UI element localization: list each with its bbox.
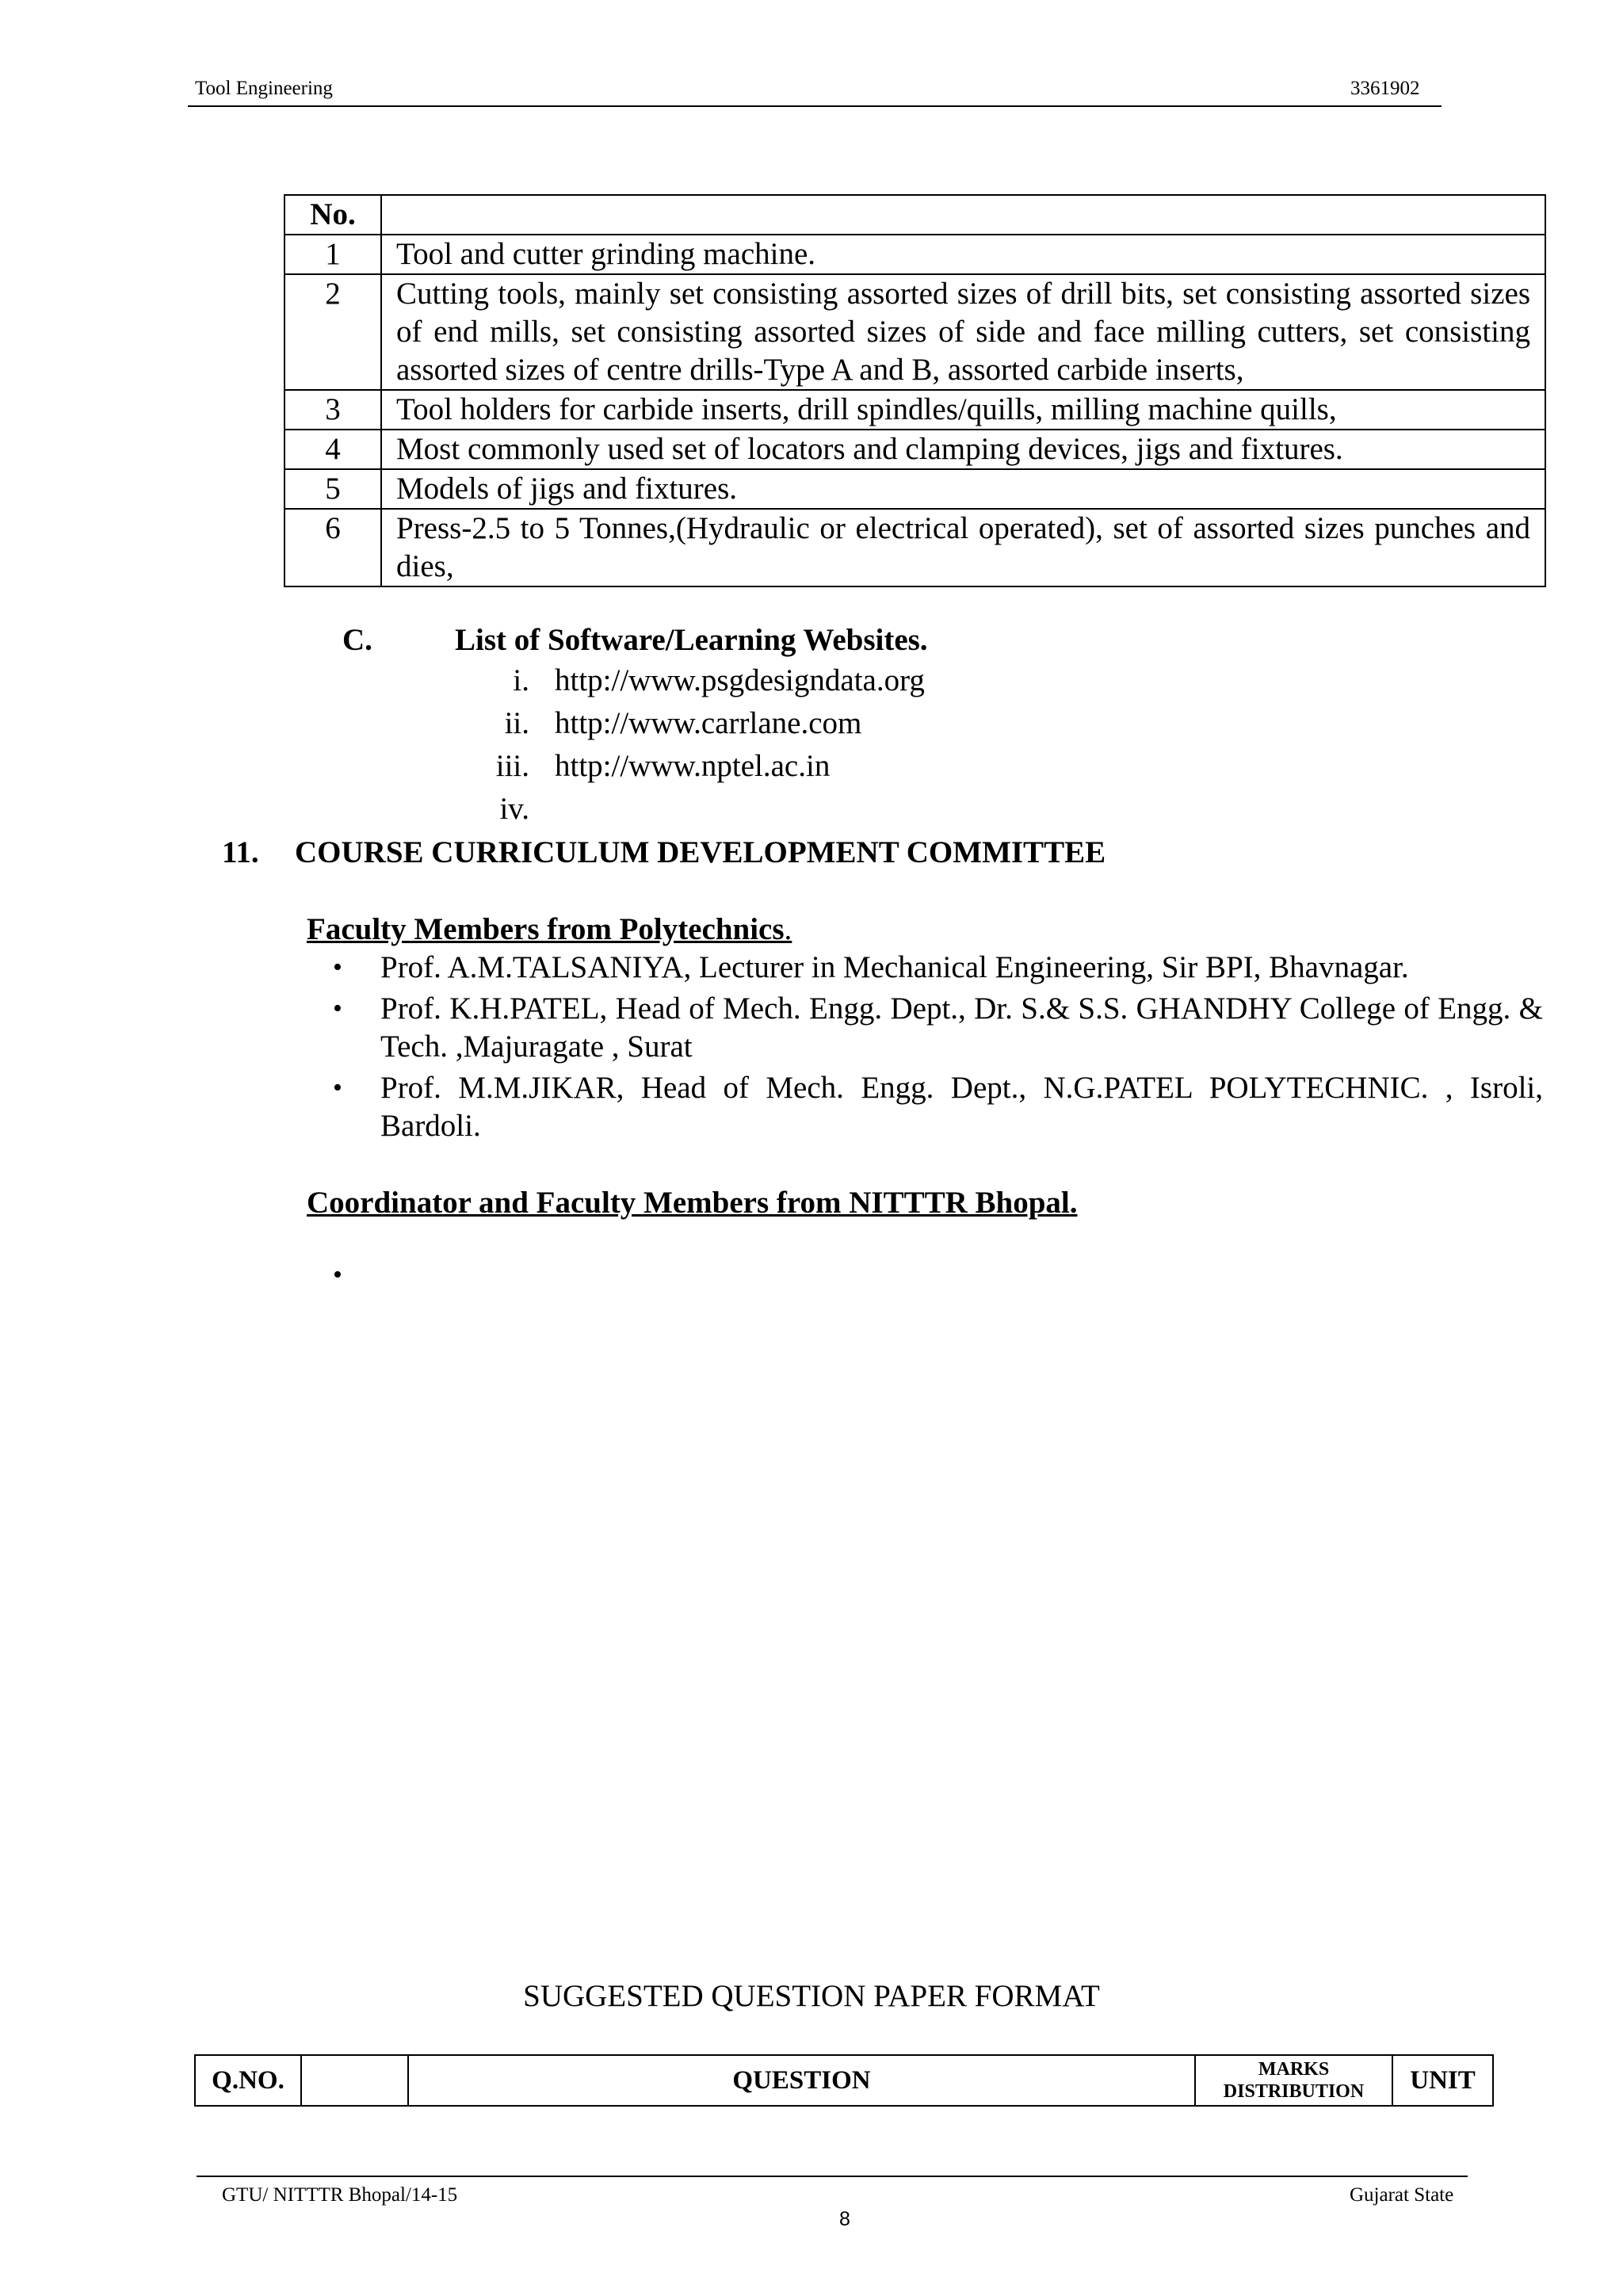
footer-left: GTU/ NITTTR Bhopal/14-15	[222, 2184, 458, 2206]
header-course-title: Tool Engineering	[195, 78, 333, 99]
question-paper-table	[194, 2054, 1494, 2107]
section-c-letter: C.	[342, 623, 372, 657]
website-url: http://www.nptel.ac.in	[555, 749, 831, 783]
row-description: Cutting tools, mainly set consisting assorted sizes of drill bits, set consisting assorted sizes of end mills, set consisting assorted sizes of side and face milling cutters, set consisting assorted sizes of centre drills-Type A and B, assorted carbide inserts,	[381, 274, 1545, 390]
faculty-member: Prof. A.M.TALSANIYA, Lecturer in Mechanical Engineering, Sir BPI, Bhavnagar.	[380, 950, 1409, 984]
list-item	[444, 702, 1157, 745]
list-item	[333, 990, 1543, 1066]
list-item	[444, 745, 1157, 788]
row-description: Tool holders for carbide inserts, drill spindles/quills, milling machine quills,	[381, 390, 1545, 430]
website-list	[444, 659, 1157, 831]
table-row	[285, 509, 1545, 586]
bullet-icon: •	[333, 953, 342, 982]
faculty-member-list	[333, 949, 1543, 1148]
unit-header: UNIT	[1392, 2055, 1493, 2106]
section-c-title: List of Software/Learning Websites.	[455, 623, 928, 657]
nitttr-heading: Coordinator and Faculty Members from NITTTR Bhopal.	[307, 1186, 1078, 1220]
table-header-row	[195, 2055, 1493, 2106]
website-url: http://www.carrlane.com	[555, 706, 862, 740]
section-11-number: 11.	[222, 835, 259, 869]
marks-header-line1: MARKS	[1258, 2059, 1330, 2080]
list-item-number: i.	[513, 663, 529, 697]
row-number: 4	[285, 430, 381, 469]
list-item	[444, 659, 1157, 702]
row-number: 3	[285, 390, 381, 430]
marks-header-line2: DISTRIBUTION	[1223, 2081, 1365, 2102]
list-item-number: ii.	[504, 706, 529, 740]
table-row	[285, 235, 1545, 274]
question-header: QUESTION	[408, 2055, 1195, 2106]
polytechnic-heading-suffix: .	[784, 912, 792, 946]
faculty-member: Prof. M.M.JIKAR, Head of Mech. Engg. Dept., N.G.PATEL POLYTECHNIC. , Isroli, Bardoli.	[380, 1071, 1543, 1143]
table-row	[285, 430, 1545, 469]
row-number: 6	[285, 509, 381, 586]
website-url: http://www.psgdesigndata.org	[555, 663, 925, 697]
row-number: 5	[285, 469, 381, 509]
polytechnic-heading-text: Faculty Members from Polytechnics	[307, 912, 785, 946]
equipment-table	[284, 194, 1546, 587]
table-header-description	[381, 195, 1545, 235]
list-item	[333, 949, 1543, 987]
bullet-icon: •	[333, 1073, 342, 1102]
question-paper-title: SUGGESTED QUESTION PAPER FORMAT	[523, 1979, 1100, 2013]
row-description: Models of jigs and fixtures.	[381, 469, 1545, 509]
row-description: Tool and cutter grinding machine.	[381, 235, 1545, 274]
row-description: Most commonly used set of locators and clamping devices, jigs and fixtures.	[381, 430, 1545, 469]
faculty-member: Prof. K.H.PATEL, Head of Mech. Engg. Dept., Dr. S.& S.S. GHANDHY College of Engg. & Tech. ,Majuragate , Surat	[380, 991, 1543, 1064]
polytechnic-heading	[307, 911, 792, 947]
qno-header: Q.NO.	[195, 2055, 301, 2106]
page-number: 8	[839, 2208, 850, 2230]
bullet-icon: •	[333, 1260, 342, 1289]
list-item	[444, 788, 1157, 831]
table-header-row	[285, 195, 1545, 235]
list-item-number: iii.	[495, 749, 529, 783]
table-header-no: No.	[285, 195, 381, 235]
table-row	[285, 274, 1545, 390]
row-number: 1	[285, 235, 381, 274]
header-rule	[188, 105, 1442, 107]
section-11-title: COURSE CURRICULUM DEVELOPMENT COMMITTEE	[295, 835, 1106, 869]
table-row	[285, 390, 1545, 430]
marks-distribution-header	[1195, 2055, 1392, 2106]
header-course-code: 3361902	[1350, 78, 1420, 99]
list-item-number: iv.	[499, 792, 529, 826]
blank-header	[301, 2055, 408, 2106]
footer-rule	[197, 2176, 1468, 2177]
table-row	[285, 469, 1545, 509]
row-number: 2	[285, 274, 381, 390]
row-description: Press-2.5 to 5 Tonnes,(Hydraulic or electrical operated), set of assorted sizes punches and dies,	[381, 509, 1545, 586]
bullet-icon: •	[333, 994, 342, 1023]
footer-right: Gujarat State	[1350, 2184, 1454, 2206]
list-item	[333, 1069, 1543, 1145]
